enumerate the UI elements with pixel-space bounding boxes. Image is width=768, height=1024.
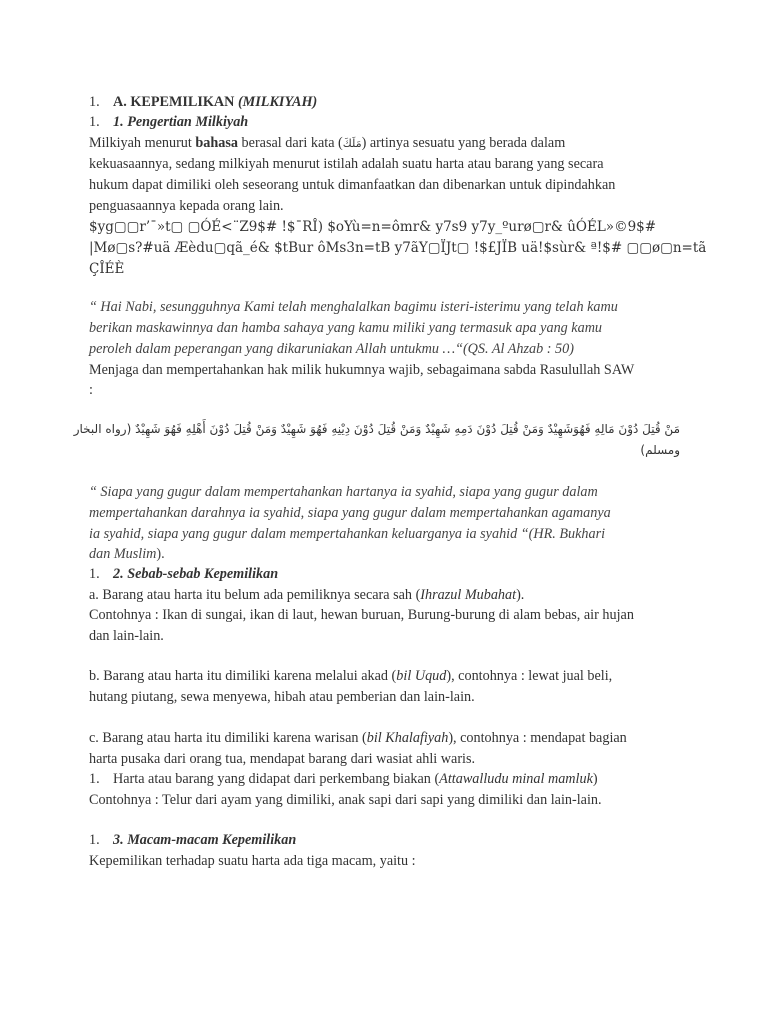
list-number: 1. — [89, 114, 100, 130]
text-run: a. Barang atau harta itu belum ada pemiliknya secara sah ( — [89, 587, 421, 603]
hadith-arabic-line: مَنْ قُتِلَ دُوْنَ مَالِهِ فَهُوَشَهِيْدٌ وَمَنْ قُتِلَ دُوْنَ دَمِهِ شَهِيْدٌ وَمَنْ قُتِلَ دُوْنَ دِيْنِهِ فَهُوَ شَهِيْدٌ وَمَنْ قُتِلَ دُوْنَ أَهْلِهِ فَهُوَ شَهِيْدٌ (رواه البخار — [73, 422, 680, 436]
paragraph-line — [89, 133, 565, 154]
paragraph-line: hutang piutang, sewa menyewa, hibah atau pemberian dan lain-lain. — [89, 689, 475, 705]
list-item-a — [89, 585, 524, 605]
heading-italic: (MILKIYAH) — [237, 94, 318, 110]
list-number: 1. — [89, 832, 100, 848]
hadith-arabic-line: ومسلم) — [640, 443, 680, 457]
text-run: ), contohnya : mendapat bagian — [448, 730, 627, 746]
text-run: ). — [156, 546, 165, 562]
text-run: berasal dari kata ( — [238, 135, 343, 151]
encoded-verse-line: |Mø▢s?#uä Æèdu▢qã_é& $tBur ôMs3n=tB y7ãY▢ÏJt▢ !$£JÏB uä!$sùr& ª!$# ▢▢ø▢n=tã — [89, 240, 707, 256]
encoded-verse-line: ÇÎÉÈ — [89, 261, 125, 277]
paragraph-line: harta pusaka dari orang tua, mendapat barang dari wasiat ahli waris. — [89, 751, 476, 767]
text-run: Milkiyah menurut — [89, 135, 196, 151]
hadith-translation-line: “ Siapa yang gugur dalam mempertahankan hartanya ia syahid, siapa yang gugur dalam — [89, 484, 598, 500]
section-title-macam — [89, 830, 296, 850]
translation-quote-line: peroleh dalam peperangan yang dikaruniakan Allah untukmu …“(QS. Al Ahzab : 50) — [89, 341, 574, 357]
paragraph-line: hukum dapat dimiliki oleh seseorang untuk dimanfaatkan dan dibenarkan untuk dipindahkan — [89, 177, 616, 193]
italic-term: Ihrazul Mubahat — [420, 587, 517, 603]
paragraph-line: Contohnya : Telur dari ayam yang dimiliki, anak sapi dari sapi yang dimiliki dan lain-lain. — [89, 792, 602, 808]
bold-term: bahasa — [195, 135, 238, 151]
list-item-d — [89, 769, 598, 789]
italic-term: Attawalludu minal mamluk — [439, 771, 593, 787]
text-run: Harta atau barang yang didapat dari perkembang biakan ( — [113, 771, 440, 787]
list-number: 1. — [89, 566, 100, 582]
translation-quote-line: berikan maskawinnya dan hamba sahaya yang kamu miliki yang termasuk apa yang kamu — [89, 320, 603, 336]
paragraph-line: Contohnya : Ikan di sungai, ikan di laut, hewan buruan, Burung-burung di alam bebas, air hujan — [89, 607, 634, 623]
text-run: ), contohnya : lewat jual beli, — [446, 668, 613, 684]
hadith-translation-line: ia syahid, siapa yang gugur dalam mempertahankan keluarganya ia syahid “(HR. Bukhari — [89, 526, 606, 542]
text-run: dan Muslim — [89, 546, 157, 562]
text-run: c. Barang atau harta itu dimiliki karena warisan ( — [89, 730, 367, 746]
text-run: ). — [516, 587, 525, 603]
italic-term: bil Khalafiyah — [366, 730, 449, 746]
text-run: ) — [592, 771, 598, 787]
list-number: 1. — [89, 771, 100, 787]
section-title-text: 2. Sebab-sebab Kepemilikan — [113, 566, 279, 582]
section-title-text: 3. Macam-macam Kepemilikan — [113, 832, 297, 848]
arabic-word: مَلَكَ — [342, 137, 362, 150]
paragraph-line: Kepemilikan terhadap suatu harta ada tiga macam, yaitu : — [89, 853, 416, 869]
paragraph-line: : — [89, 382, 93, 398]
heading-kepemilikan — [89, 92, 317, 112]
paragraph-line: penguasaannya kepada orang lain. — [89, 198, 284, 214]
list-item-b — [89, 666, 612, 686]
text-run: ) artinya sesuatu yang berada dalam — [361, 135, 566, 151]
section-title-sebab — [89, 564, 278, 584]
hadith-translation-line — [89, 544, 165, 564]
list-number: 1. — [89, 94, 100, 110]
section-title-text: 1. Pengertian Milkiyah — [113, 114, 249, 130]
paragraph-line: kekuasaannya, sedang milkiyah menurut istilah adalah suatu harta atau barang yang secara — [89, 156, 604, 172]
paragraph-line: Menjaga dan mempertahankan hak milik hukumnya wajib, sebagaimana sabda Rasulullah SAW — [89, 362, 635, 378]
heading-text: A. KEPEMILIKAN — [113, 94, 238, 110]
italic-term: bil Uqud — [396, 668, 447, 684]
section-title-pengertian — [89, 112, 248, 132]
list-item-c — [89, 728, 627, 748]
encoded-verse-line: $yg▢▢r’¯»t▢ ▢ÓÉ<¨Z9$# !$¯RÎ) $oYù=n=ômr& y7s9 y7y_ºurø▢r& ûÓÉL»©9$# — [89, 219, 657, 235]
translation-quote-line: “ Hai Nabi, sesungguhnya Kami telah menghalalkan bagimu isteri-isterimu yang telah kamu — [89, 299, 618, 315]
hadith-translation-line: mempertahankan darahnya ia syahid, siapa yang gugur dalam mempertahankan agamanya — [89, 505, 611, 521]
text-run: b. Barang atau harta itu dimiliki karena melalui akad ( — [89, 668, 397, 684]
paragraph-line: dan lain-lain. — [89, 628, 164, 644]
